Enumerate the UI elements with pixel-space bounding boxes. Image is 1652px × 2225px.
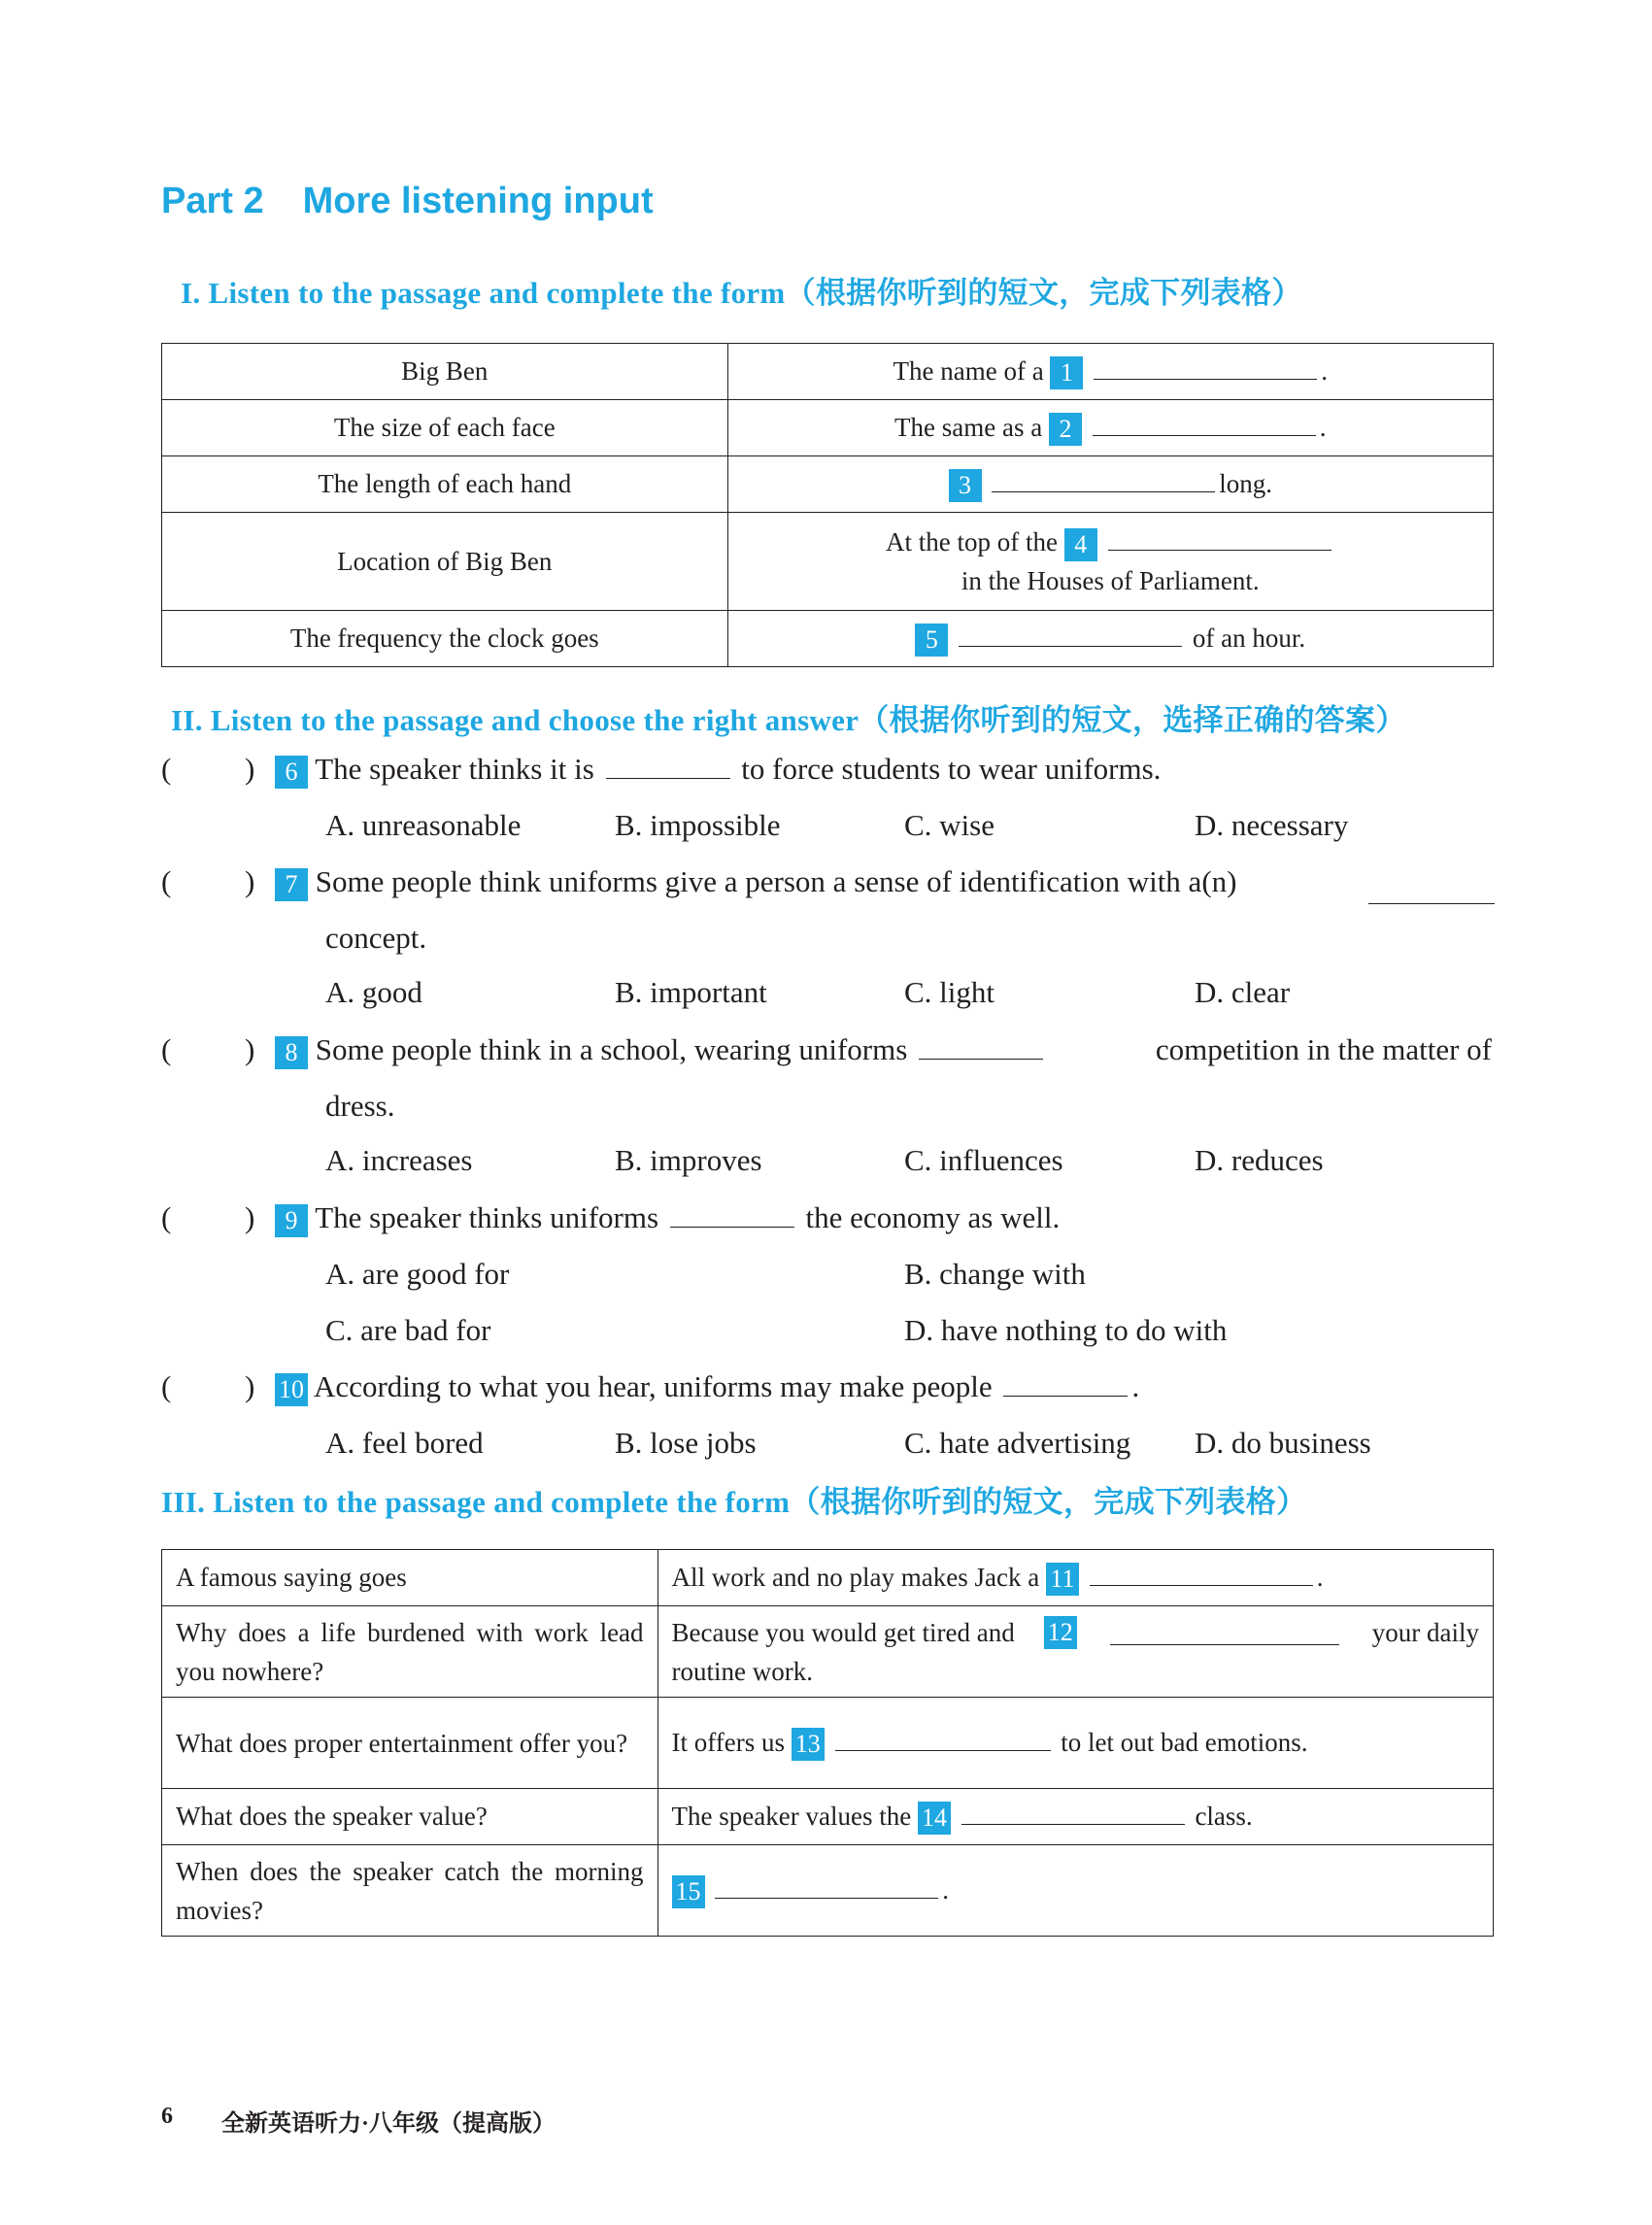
answer-paren-open: (: [161, 864, 172, 898]
part-name: More listening input: [302, 181, 654, 221]
row-text: The speaker values the: [671, 1801, 912, 1831]
section-3-table: [161, 1549, 1494, 1937]
answer-box[interactable]: [188, 866, 239, 901]
option-b[interactable]: B. improves: [615, 1143, 762, 1177]
number-badge: 15: [672, 1875, 705, 1908]
number-badge: 7: [275, 868, 308, 901]
question-7: [275, 864, 1236, 901]
row-text: long.: [1219, 468, 1273, 498]
row-text: .: [1319, 412, 1327, 442]
row-text: .: [1316, 1562, 1324, 1592]
option-a[interactable]: A. unreasonable: [325, 808, 522, 842]
row-text: All work and no play makes Jack a: [671, 1562, 1040, 1592]
section-2-heading: II. Listen to the passage and choose the right answer（根据你听到的短文，选择正确的答案）: [171, 703, 1406, 737]
answer-blank[interactable]: [1090, 1560, 1313, 1586]
question-text: According to what you hear, uniforms may make people: [314, 1369, 993, 1403]
table-row: [162, 344, 1494, 400]
row-label: Location of Big Ben: [162, 513, 728, 611]
answer-blank[interactable]: [961, 1799, 1185, 1825]
row-answer: [657, 1606, 1493, 1698]
option-d[interactable]: D. clear: [1195, 975, 1291, 1009]
option-d[interactable]: D. have nothing to do with: [904, 1313, 1228, 1347]
row-label: What does the speaker value?: [162, 1789, 658, 1845]
answer-paren-close: ): [245, 864, 255, 898]
number-badge: 9: [275, 1204, 308, 1237]
answer-paren-close: ): [245, 752, 255, 786]
answer-box[interactable]: [188, 1202, 239, 1237]
answer-blank[interactable]: [670, 1201, 794, 1228]
answer-paren-open: (: [161, 752, 172, 786]
option-b[interactable]: B. change with: [904, 1257, 1086, 1291]
answer-blank[interactable]: [1094, 354, 1317, 380]
question-text-cont: concept.: [325, 921, 427, 955]
number-badge: 5: [915, 624, 948, 657]
answer-paren-open: (: [161, 1200, 172, 1234]
row-label: What does proper entertainment offer you?: [162, 1698, 658, 1789]
row-text: .: [1321, 355, 1328, 386]
question-8: [275, 1032, 1047, 1069]
answer-paren-open: (: [161, 1369, 172, 1403]
option-c[interactable]: C. hate advertising: [904, 1426, 1131, 1460]
answer-blank[interactable]: [715, 1872, 938, 1899]
number-badge: 6: [275, 756, 308, 789]
answer-blank[interactable]: [1368, 878, 1495, 904]
row-label: The size of each face: [162, 400, 728, 456]
row-label: Big Ben: [162, 344, 728, 400]
table-row: [162, 513, 1494, 611]
table-row: [162, 1606, 1494, 1698]
page-number: 6: [161, 2104, 173, 2129]
answer-blank[interactable]: [1093, 410, 1316, 436]
row-text: It offers us: [671, 1727, 786, 1757]
row-text: The same as a: [894, 412, 1043, 442]
question-6: [275, 752, 1161, 789]
number-badge: 10: [275, 1373, 308, 1406]
question-10: [275, 1369, 1139, 1406]
row-answer: [657, 1845, 1493, 1937]
number-badge: 8: [275, 1036, 308, 1069]
row-answer: [727, 456, 1493, 513]
row-answer: [657, 1550, 1493, 1606]
option-a[interactable]: A. are good for: [325, 1257, 510, 1291]
answer-box[interactable]: [188, 754, 239, 789]
row-text: to let out bad emotions.: [1061, 1727, 1308, 1757]
option-a[interactable]: A. increases: [325, 1143, 473, 1177]
row-answer: [727, 344, 1493, 400]
question-text: The speaker thinks it is: [315, 752, 594, 786]
answer-blank[interactable]: [959, 621, 1182, 647]
option-c[interactable]: C. influences: [904, 1143, 1063, 1177]
row-answer: [727, 513, 1493, 611]
section-1-heading: I. Listen to the passage and complete the form（根据你听到的短文，完成下列表格）: [181, 276, 1302, 310]
row-answer: [657, 1789, 1493, 1845]
question-text: The speaker thinks uniforms: [315, 1200, 659, 1234]
answer-blank[interactable]: [606, 753, 730, 779]
question-text: .: [1131, 1369, 1140, 1403]
number-badge: 4: [1064, 528, 1097, 561]
number-badge: 11: [1046, 1563, 1079, 1596]
row-text: At the top of the: [886, 527, 1058, 556]
option-b[interactable]: B. important: [615, 975, 767, 1009]
table-row: [162, 456, 1494, 513]
option-b[interactable]: B. lose jobs: [615, 1426, 757, 1460]
row-text-line2: in the Houses of Parliament.: [961, 566, 1260, 595]
option-c[interactable]: C. wise: [904, 808, 995, 842]
option-d[interactable]: D. do business: [1195, 1426, 1371, 1460]
number-badge: 12: [1044, 1616, 1077, 1649]
question-text: competition in the matter of: [1155, 1032, 1492, 1066]
option-d[interactable]: D. necessary: [1195, 808, 1349, 842]
question-text: Some people think in a school, wearing uniforms: [315, 1032, 908, 1066]
number-badge: 14: [918, 1802, 951, 1835]
table-row: [162, 611, 1494, 667]
question-text: the economy as well.: [805, 1200, 1061, 1234]
row-label: A famous saying goes: [162, 1550, 658, 1606]
number-badge: 3: [949, 469, 982, 502]
option-b[interactable]: B. impossible: [615, 808, 781, 842]
number-badge: 1: [1050, 356, 1083, 389]
part-title: [161, 181, 654, 222]
answer-paren-close: ): [245, 1200, 255, 1234]
answer-paren-close: ): [245, 1369, 255, 1403]
answer-box[interactable]: [188, 1371, 239, 1406]
table-row: [162, 1550, 1494, 1606]
row-text: of an hour.: [1192, 623, 1306, 653]
row-text: your daily: [1371, 1617, 1479, 1647]
answer-blank[interactable]: [919, 1033, 1043, 1060]
question-9: [275, 1200, 1060, 1237]
number-badge: 13: [792, 1728, 825, 1761]
table-row: [162, 400, 1494, 456]
row-label: The length of each hand: [162, 456, 728, 513]
answer-paren-close: ): [245, 1032, 255, 1066]
row-text: .: [942, 1874, 950, 1905]
row-text: Because you would get tired and: [671, 1617, 1015, 1647]
table-row: [162, 1698, 1494, 1789]
book-title: 全新英语听力·八年级（提高版）: [221, 2111, 556, 2137]
answer-blank[interactable]: [1003, 1370, 1128, 1397]
option-a[interactable]: A. good: [325, 975, 422, 1009]
question-text-cont: dress.: [325, 1089, 395, 1123]
answer-blank[interactable]: [1110, 1619, 1339, 1645]
answer-box[interactable]: [188, 1034, 239, 1069]
section-3-heading: III. Listen to the passage and complete the form（根据你听到的短文，完成下列表格）: [161, 1485, 1307, 1519]
question-text: to force students to wear uniforms.: [741, 752, 1162, 786]
question-text: Some people think uniforms give a person a sense of identification with a(n): [315, 864, 1237, 898]
row-label: Why does a life burdened with work lead you nowhere?: [162, 1606, 658, 1698]
option-d[interactable]: D. reduces: [1195, 1143, 1324, 1177]
table-row: [162, 1789, 1494, 1845]
part-label: Part 2: [161, 181, 264, 221]
row-answer: [727, 400, 1493, 456]
row-text: class.: [1195, 1801, 1253, 1831]
option-a[interactable]: A. feel bored: [325, 1426, 484, 1460]
number-badge: 2: [1049, 413, 1082, 446]
table-row: [162, 1845, 1494, 1937]
answer-blank[interactable]: [992, 466, 1215, 492]
row-text: The name of a: [893, 355, 1044, 386]
option-c[interactable]: C. light: [904, 975, 995, 1009]
row-label: The frequency the clock goes: [162, 611, 728, 667]
option-c[interactable]: C. are bad for: [325, 1313, 491, 1347]
row-text-line2: routine work.: [671, 1656, 814, 1686]
answer-blank[interactable]: [835, 1725, 1051, 1751]
row-answer: [657, 1698, 1493, 1789]
answer-paren-open: (: [161, 1032, 172, 1066]
answer-blank[interactable]: [1108, 524, 1332, 551]
section-1-table: [161, 343, 1494, 667]
row-label: When does the speaker catch the morning movies?: [162, 1845, 658, 1937]
row-answer: [727, 611, 1493, 667]
